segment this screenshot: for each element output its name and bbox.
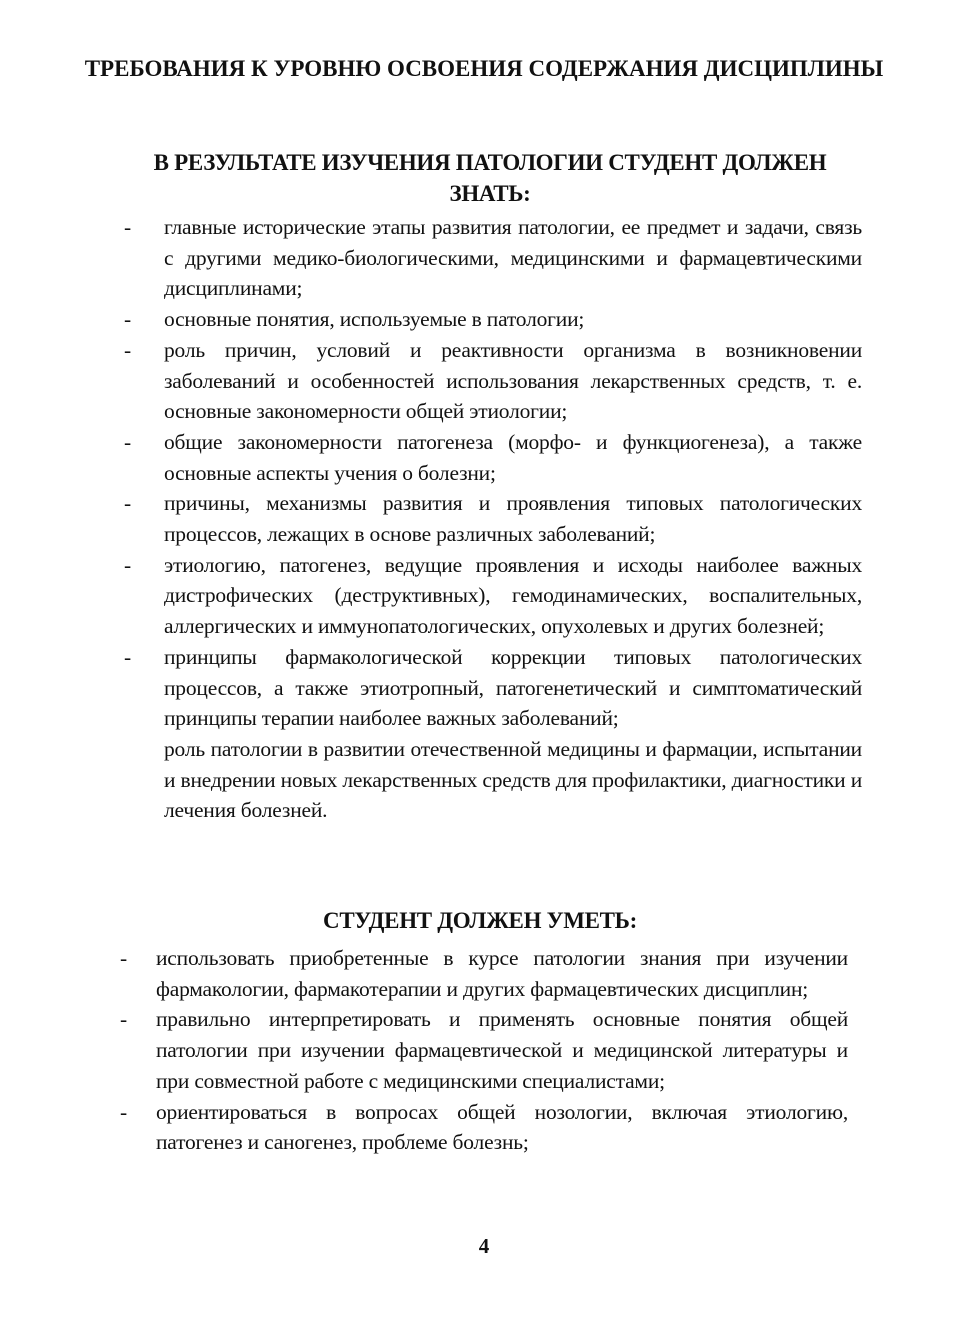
know-list	[112, 212, 862, 826]
list-item-text: основные понятия, используемые в патологии;	[164, 307, 585, 332]
list-dash: -	[120, 1099, 127, 1124]
list-item	[112, 642, 862, 734]
list-dash: -	[124, 429, 131, 454]
list-item	[108, 1004, 848, 1096]
section-heading-know: В РЕЗУЛЬТАТЕ ИЗУЧЕНИЯ ПАТОЛОГИИ СТУДЕНТ ДОЛЖЕН ЗНАТЬ:	[153, 150, 827, 206]
list-item	[108, 943, 848, 1004]
list-dash: -	[124, 552, 131, 577]
list-dash: -	[120, 946, 127, 970]
list-item-text: правильно интерпретировать и применять основные понятия общей патологии при изучении фармацевтической и медицинской литературы и при совместной работе с медицинскими специалистами;	[156, 1007, 848, 1093]
section-heading-able: СТУДЕНТ ДОЛЖЕН УМЕТЬ:	[323, 908, 637, 933]
list-item-text: использовать приобретенные в курсе патологии знания при изучении фармакологии, фармакотерапии и других фармацевтических дисциплин;	[156, 946, 848, 1001]
list-item	[112, 335, 862, 427]
list-dash: -	[124, 307, 131, 332]
list-item	[112, 212, 862, 304]
list-dash: -	[124, 215, 131, 239]
list-item	[112, 427, 862, 488]
list-item-text: принципы фармакологической коррекции типовых патологических процессов, а также этиотропный, патогенетический и симптоматический принципы терапии наиболее важных заболеваний;	[164, 644, 862, 731]
list-dash: -	[124, 491, 131, 516]
list-item-text: роль причин, условий и реактивности организма в возникновении заболеваний и особенностей использования лекарственных средств, т. е. основные закономерности общей этиологии;	[164, 337, 862, 424]
list-item	[112, 304, 862, 335]
list-item	[108, 1097, 848, 1158]
list-dash: -	[124, 644, 131, 669]
list-item	[112, 488, 862, 549]
list-item	[112, 550, 862, 642]
list-item	[112, 734, 862, 826]
list-item-text: ориентироваться в вопросах общей нозологии, включая этиологию, патогенез и саногенез, проблеме болезнь;	[156, 1099, 848, 1155]
list-item-text: главные исторические этапы развития патологии, ее предмет и задачи, связь с другими медико-биологическими, медицинскими и фармацевтическими дисциплинами;	[164, 215, 862, 301]
list-item-text: причины, механизмы развития и проявления типовых патологических процессов, лежащих в основе различных заболеваний;	[164, 491, 862, 547]
list-item-text: общие закономерности патогенеза (морфо- и функциогенеза), а также основные аспекты учения о болезни;	[164, 429, 862, 485]
document-title: ТРЕБОВАНИЯ К УРОВНЮ ОСВОЕНИЯ СОДЕРЖАНИЯ ДИСЦИПЛИНЫ	[84, 56, 884, 81]
list-dash: -	[120, 1007, 127, 1032]
able-list	[108, 943, 848, 1158]
list-item-text: этиологию, патогенез, ведущие проявления и исходы наиболее важных дистрофических (деструктивных), гемодинамических, воспалительных, аллергических и иммунопатологических, опухолевых и других болезней;	[164, 552, 862, 639]
list-dash: -	[124, 337, 131, 362]
page-number: 4	[478, 1234, 490, 1258]
list-item-text: роль патологии в развитии отечественной медицины и фармации, испытании и внедрении новых лекарственных средств для профилактики, диагностики и лечения болезней.	[164, 736, 862, 823]
